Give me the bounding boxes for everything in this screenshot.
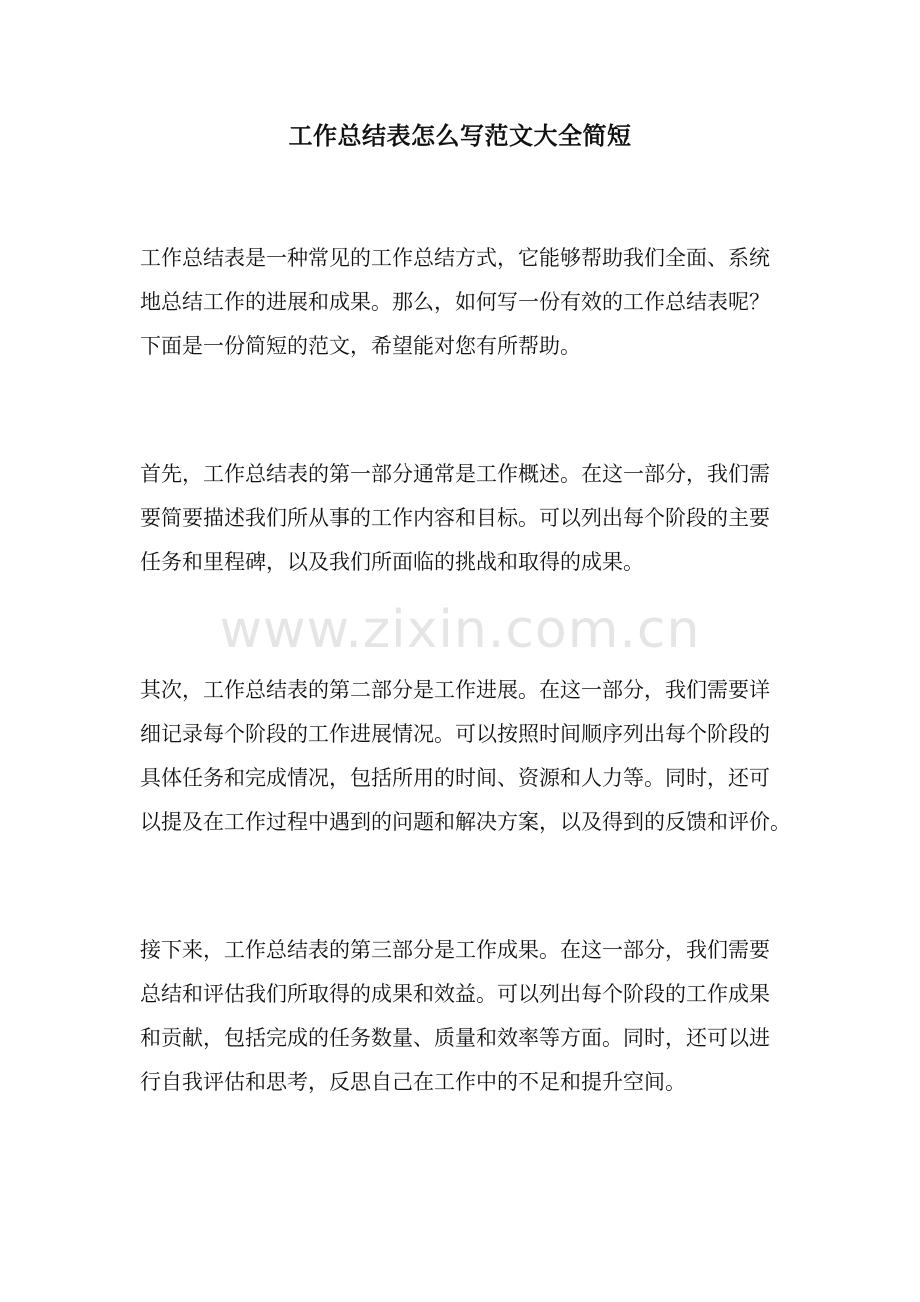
paragraph-line: 接下来，工作总结表的第三部分是工作成果。在这一部分，我们需要 bbox=[140, 938, 770, 962]
paragraph-overview bbox=[140, 452, 790, 584]
paragraph-line: 总结和评估我们所取得的成果和效益。可以列出每个阶段的工作成果 bbox=[140, 982, 770, 1006]
paragraph-line: 任务和里程碑，以及我们所面临的挑战和取得的成果。 bbox=[140, 550, 644, 574]
paragraph-line: 地总结工作的进展和成果。那么，如何写一份有效的工作总结表呢？ bbox=[140, 290, 770, 314]
paragraph-line: 细记录每个阶段的工作进展情况。可以按照时间顺序列出每个阶段的 bbox=[140, 722, 770, 746]
paragraph-line: 以提及在工作过程中遇到的问题和解决方案，以及得到的反馈和评价。 bbox=[140, 810, 791, 834]
paragraph-results bbox=[140, 928, 790, 1104]
paragraph-line: 具体任务和完成情况，包括所用的时间、资源和人力等。同时，还可 bbox=[140, 766, 770, 790]
paragraph-line: 工作总结表是一种常见的工作总结方式，它能够帮助我们全面、系统 bbox=[140, 246, 770, 270]
document-title: 工作总结表怎么写范文大全简短 bbox=[288, 121, 632, 150]
paragraph-line: 其次，工作总结表的第二部分是工作进展。在这一部分，我们需要详 bbox=[140, 678, 770, 702]
watermark-text: www.zixin.com.cn bbox=[219, 600, 701, 660]
paragraph-line: 要简要描述我们所从事的工作内容和目标。可以列出每个阶段的主要 bbox=[140, 506, 770, 530]
paragraph-intro bbox=[140, 236, 790, 368]
paragraph-line: 下面是一份简短的范文，希望能对您有所帮助。 bbox=[140, 334, 581, 358]
paragraph-line: 行自我评估和思考，反思自己在工作中的不足和提升空间。 bbox=[140, 1070, 686, 1094]
paragraph-line: 首先，工作总结表的第一部分通常是工作概述。在这一部分，我们需 bbox=[140, 462, 770, 486]
paragraph-line: 和贡献，包括完成的任务数量、质量和效率等方面。同时，还可以进 bbox=[140, 1026, 770, 1050]
paragraph-progress bbox=[140, 668, 790, 844]
